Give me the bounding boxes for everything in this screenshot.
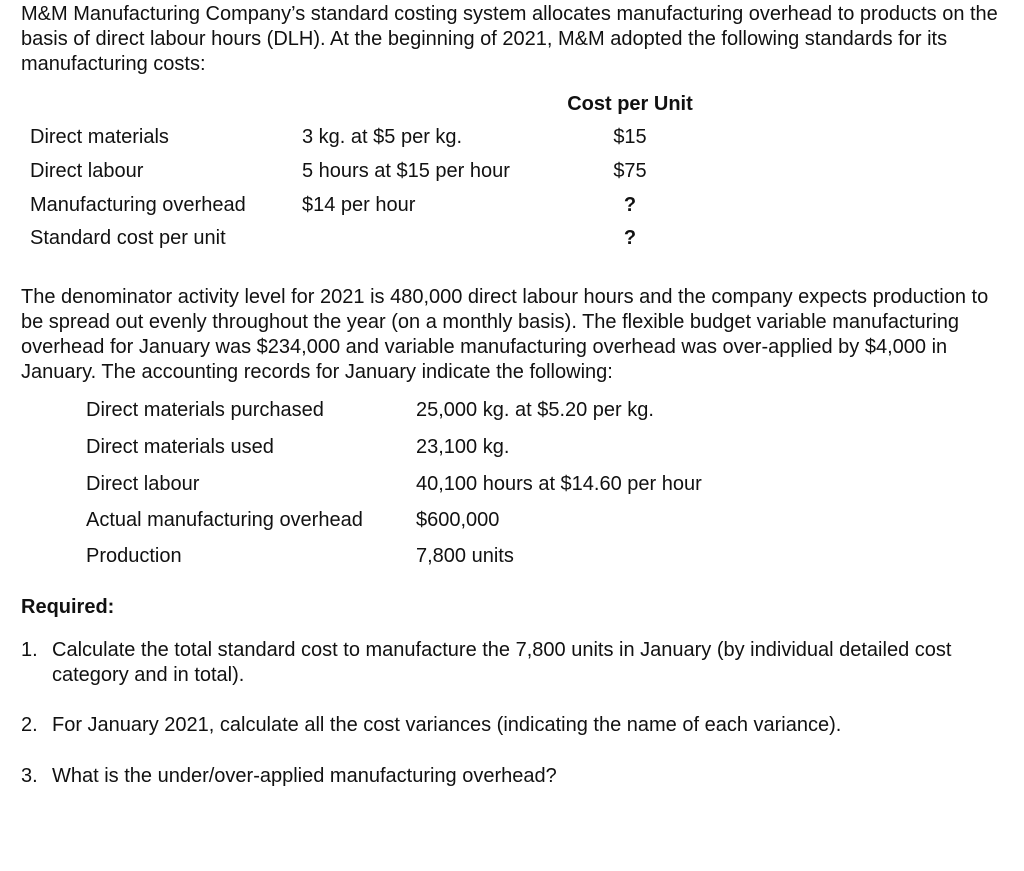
standards-row-cost: ? bbox=[623, 227, 637, 249]
denominator-paragraph: The denominator activity level for 2021 is 480,000 direct labour hours and the company expects production to be spread out evenly throughout the year (on a monthly basis). The flexible budget variable manufacturing overhead for January was $234,000 and variable manufacturing overhead was over-applied by $4,000 in January. The accounting records for January indicate the following: bbox=[21, 286, 989, 383]
required-item bbox=[21, 713, 1006, 738]
standards-row-standard: $14 per hour bbox=[302, 194, 416, 216]
standards-row-category: Manufacturing overhead bbox=[30, 194, 246, 216]
required-item-number: 3. bbox=[21, 765, 38, 787]
intro-paragraph: M&M Manufacturing Company’s standard costing system allocates manufacturing overhead to products on the basis of direct labour hours (DLH). At the beginning of 2021, M&M adopted the following standards for its manufacturing costs: bbox=[21, 3, 998, 75]
record-value: 40,100 hours at $14.60 per hour bbox=[416, 473, 702, 495]
record-label: Direct materials purchased bbox=[86, 399, 324, 421]
required-item-text: What is the under/over-applied manufacturing overhead? bbox=[52, 765, 557, 787]
standards-row-cost: $15 bbox=[613, 126, 647, 148]
required-item bbox=[21, 764, 1006, 789]
required-heading: Required: bbox=[21, 596, 115, 618]
record-label: Direct materials used bbox=[86, 436, 274, 458]
record-label: Production bbox=[86, 545, 182, 567]
record-value: 25,000 kg. at $5.20 per kg. bbox=[416, 399, 654, 421]
standards-row-category: Standard cost per unit bbox=[30, 227, 226, 249]
standards-row-cost: $75 bbox=[613, 160, 647, 182]
required-item-text: For January 2021, calculate all the cost variances (indicating the name of each variance). bbox=[52, 714, 842, 736]
standards-row-standard: 3 kg. at $5 per kg. bbox=[302, 126, 463, 148]
record-value: $600,000 bbox=[416, 509, 500, 531]
standards-table bbox=[0, 0, 1024, 260]
required-item-text: Calculate the total standard cost to manufacture the 7,800 units in January (by individual detailed cost category and in total). bbox=[52, 639, 952, 686]
required-item-number: 1. bbox=[21, 639, 38, 661]
standards-row-standard: 5 hours at $15 per hour bbox=[302, 160, 510, 182]
cost-per-unit-header: Cost per Unit bbox=[567, 93, 693, 115]
standards-row-category: Direct materials bbox=[30, 126, 169, 148]
record-value: 7,800 units bbox=[416, 545, 514, 567]
record-label: Actual manufacturing overhead bbox=[86, 509, 363, 531]
required-item-number: 2. bbox=[21, 714, 38, 736]
required-item bbox=[21, 638, 1006, 688]
standards-row-cost: ? bbox=[623, 194, 637, 216]
record-label: Direct labour bbox=[86, 473, 200, 495]
record-value: 23,100 kg. bbox=[416, 436, 510, 458]
standards-row-category: Direct labour bbox=[30, 160, 144, 182]
